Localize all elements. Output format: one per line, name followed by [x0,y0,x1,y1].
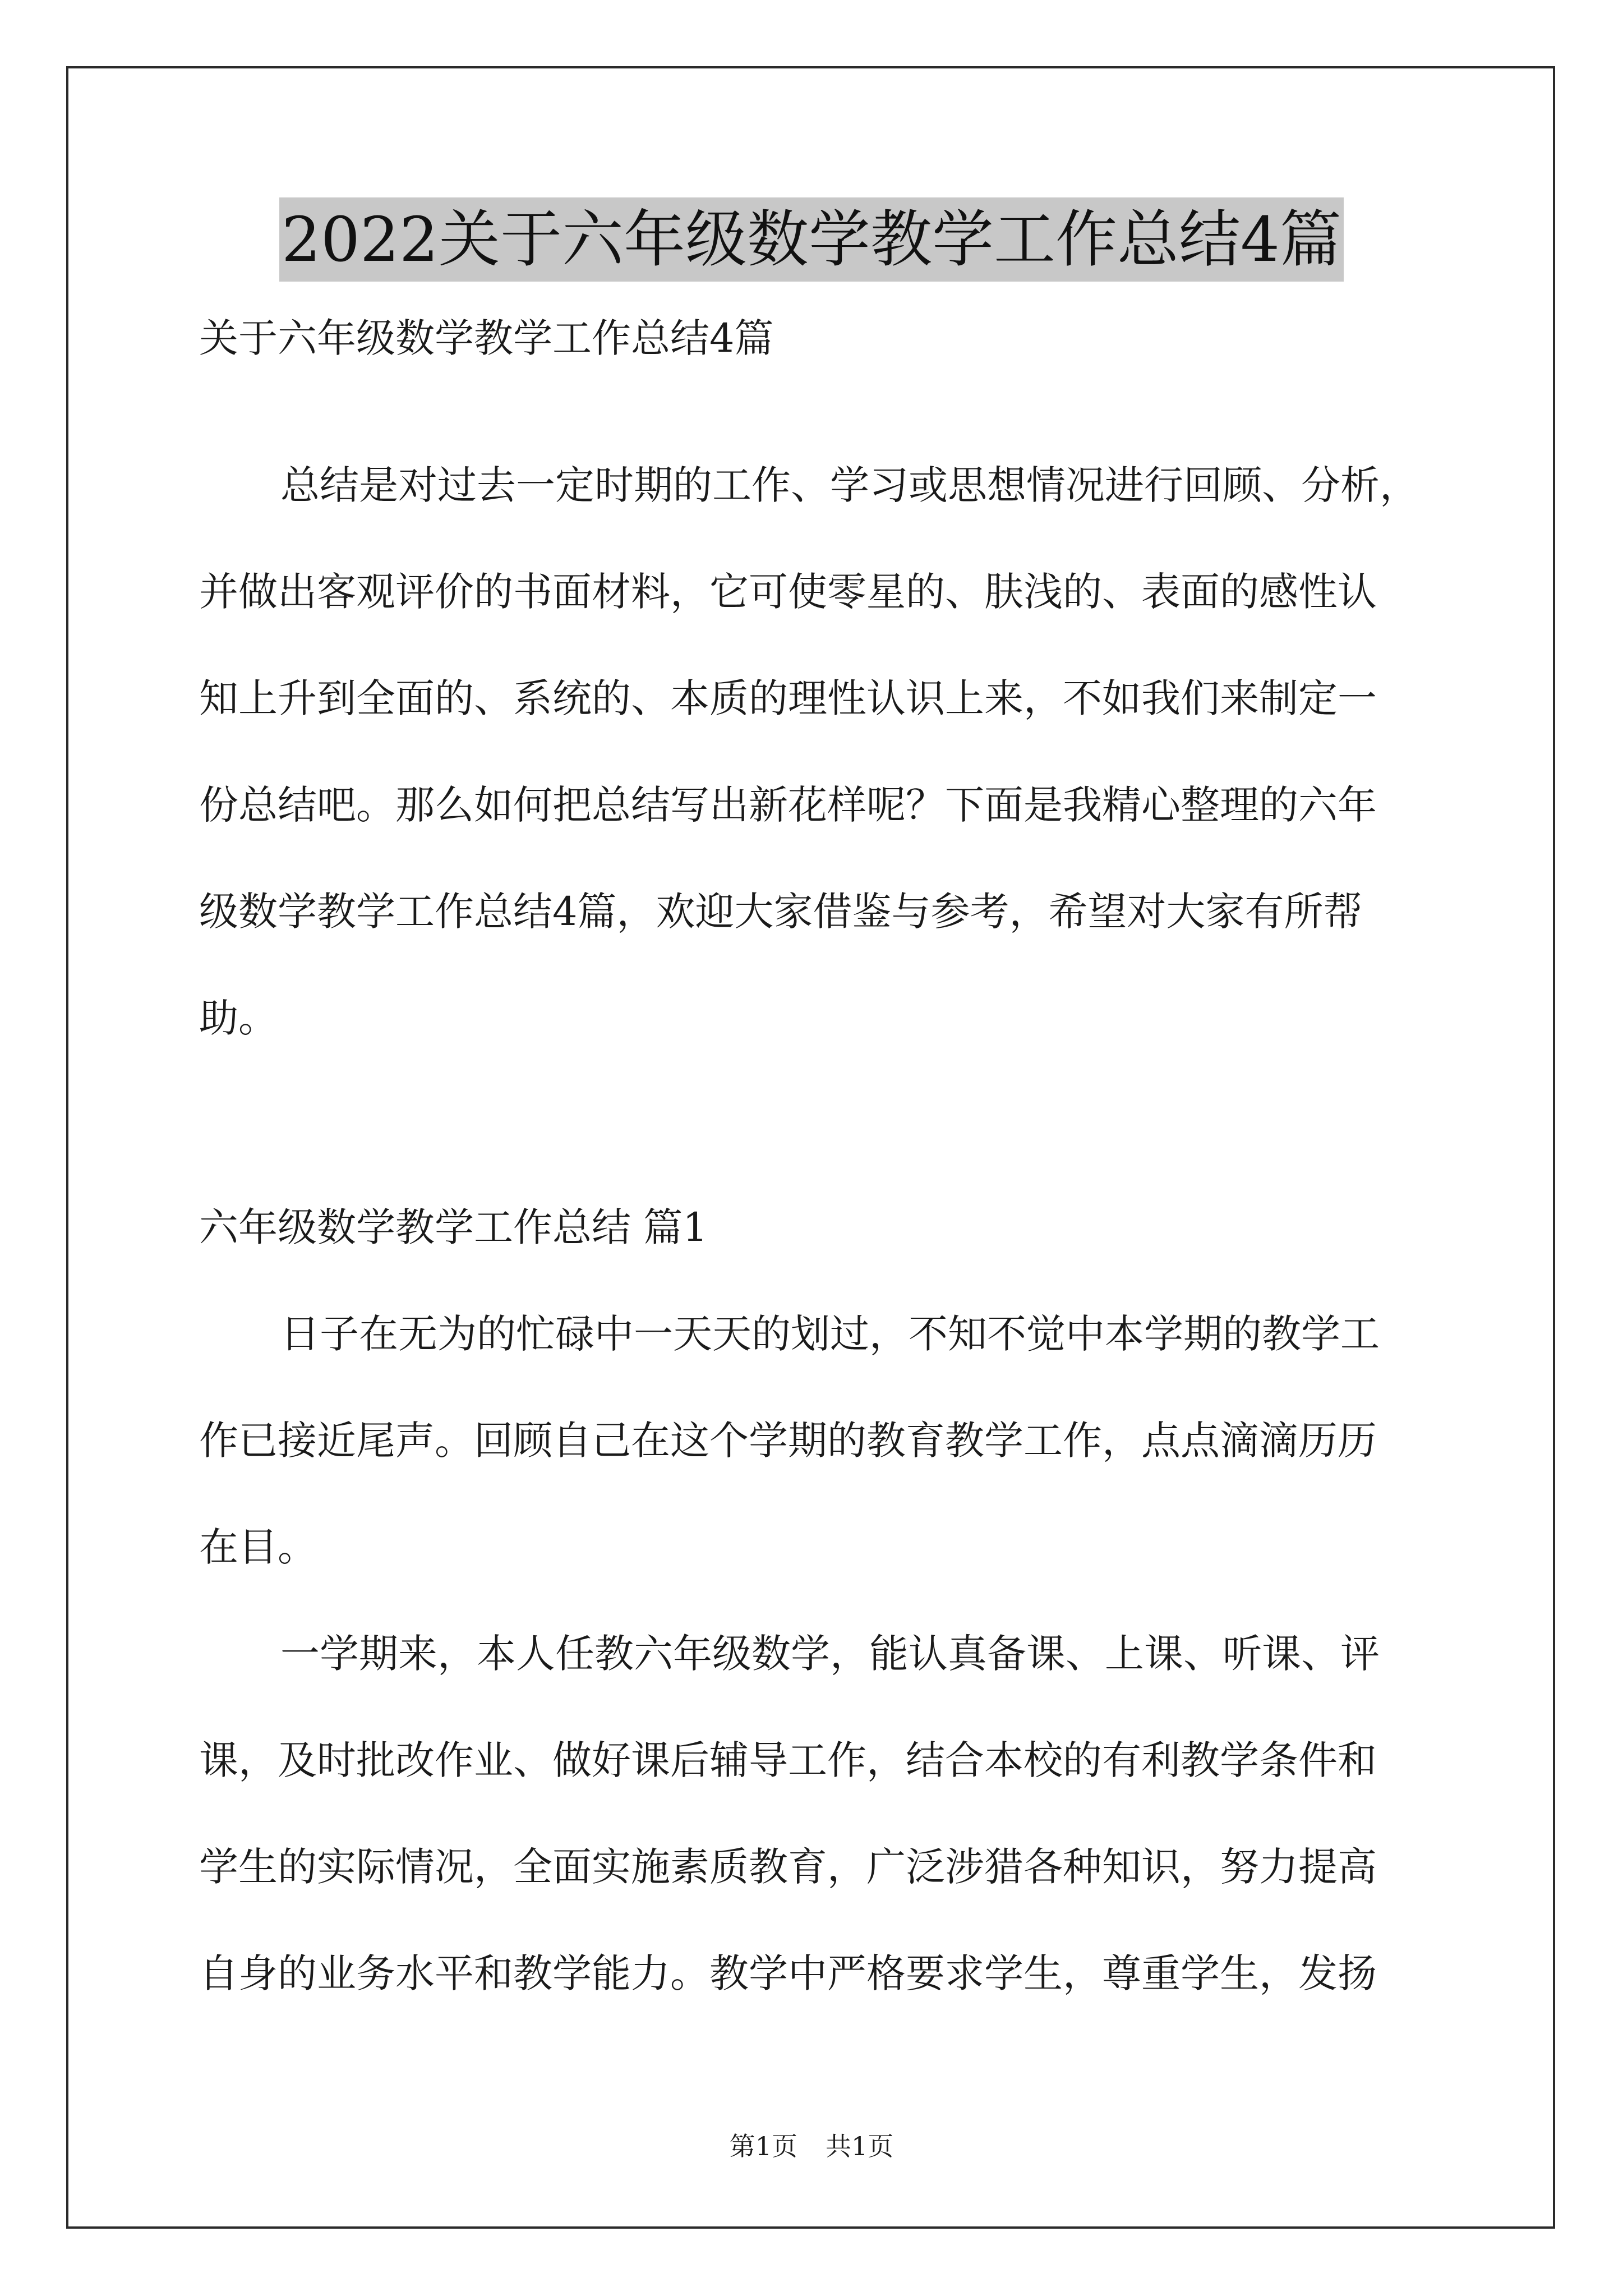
page-border [66,66,1555,2229]
page-footer [0,2126,1623,2163]
paragraph-line: 在目。 [199,1524,317,1570]
intro-line: 级数学教学工作总结4篇，欢迎大家借鉴与参考，希望对大家有所帮 [199,889,1363,935]
paragraph-line: 学生的实际情况，全面实施素质教育，广泛涉猎各种知识，努力提高 [199,1844,1377,1890]
intro-line: 知上升到全面的、系统的、本质的理性认识上来，不如我们来制定一 [199,675,1377,721]
paragraph-line: 一学期来，本人任教六年级数学，能认真备课、上课、听课、评 [280,1631,1380,1677]
document-subtitle: 关于六年级数学教学工作总结4篇 [199,315,774,361]
page-total: 共1页 [826,2131,894,2161]
title-container [0,197,1623,282]
paragraph-line: 日子在无为的忙碌中一天天的划过，不知不觉中本学期的教学工 [280,1311,1380,1357]
paragraph-line: 自身的业务水平和教学能力。教学中严格要求学生，尊重学生，发扬 [199,1950,1377,1996]
document-title: 2022关于六年级数学教学工作总结4篇 [279,197,1344,282]
intro-line: 总结是对过去一定时期的工作、学习或思想情况进行回顾、分析， [280,462,1419,508]
page-number: 第1页 [729,2131,797,2161]
paragraph-line: 作已接近尾声。回顾自己在这个学期的教育教学工作，点点滴滴历历 [199,1418,1377,1464]
section-heading: 六年级数学教学工作总结 篇1 [199,1204,708,1250]
intro-line: 助。 [199,995,278,1041]
intro-line: 份总结吧。那么如何把总结写出新花样呢？下面是我精心整理的六年 [199,782,1377,828]
intro-line: 并做出客观评价的书面材料，它可使零星的、肤浅的、表面的感性认 [199,569,1377,615]
paragraph-line: 课，及时批改作业、做好课后辅导工作，结合本校的有利教学条件和 [199,1737,1377,1783]
